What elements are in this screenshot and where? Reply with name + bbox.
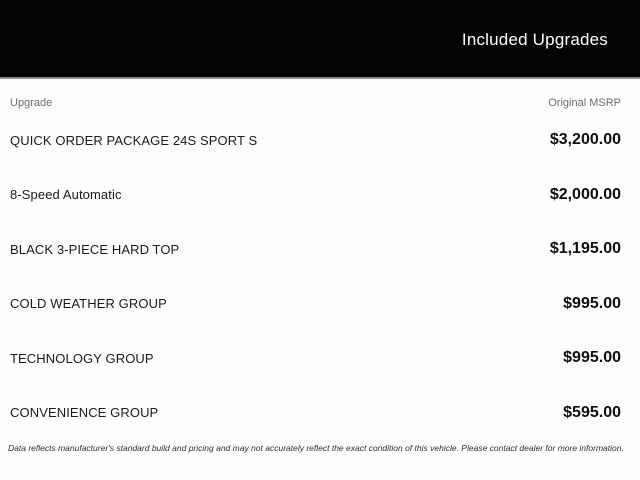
table-row [0, 222, 640, 277]
upgrade-name: BLACK 3-PIECE HARD TOP [10, 241, 180, 257]
page-title: Included Upgrades [461, 30, 608, 49]
table-column-header [0, 97, 640, 109]
header-banner [0, 0, 640, 79]
upgrade-price: $995.00 [563, 294, 621, 312]
table-row [0, 113, 640, 168]
upgrade-price: $1,195.00 [549, 240, 621, 258]
column-label-upgrade: Upgrade [10, 97, 53, 109]
table-row [0, 331, 640, 386]
upgrade-price: $995.00 [563, 349, 621, 367]
table-row [0, 277, 640, 332]
upgrade-name: CONVENIENCE GROUP [10, 405, 159, 421]
disclaimer-text: Data reflects manufacturer's standard build and pricing and may not accurately reflect the exact condition of this vehicle. Please contact dealer for more information. [8, 443, 624, 453]
column-label-original-msrp: Original MSRP [548, 97, 621, 109]
upgrade-name: TECHNOLOGY GROUP [10, 350, 154, 366]
upgrade-name: QUICK ORDER PACKAGE 24S SPORT S [10, 132, 258, 148]
upgrade-name: 8-Speed Automatic [10, 187, 122, 203]
upgrade-name: COLD WEATHER GROUP [10, 296, 167, 312]
upgrade-price: $595.00 [563, 403, 621, 421]
table-row [0, 168, 640, 223]
upgrade-price: $3,200.00 [549, 131, 621, 149]
upgrade-price: $2,000.00 [549, 185, 621, 203]
table-row [0, 386, 640, 441]
upgrade-rows [0, 113, 640, 440]
